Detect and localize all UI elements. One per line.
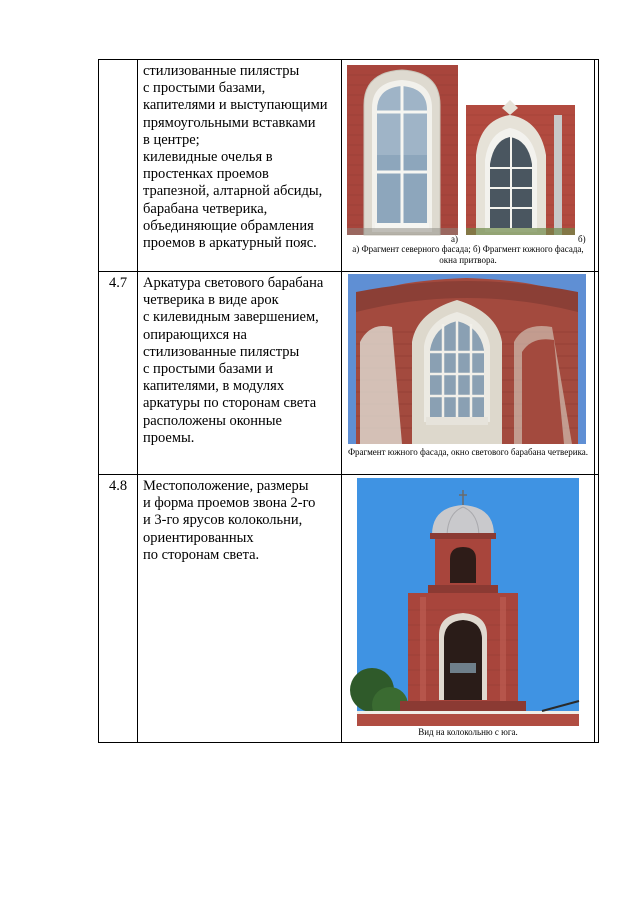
photo-a-mark: а) [451,234,458,244]
description-table [98,59,599,743]
photo-a-north-facade [347,65,458,235]
row-description [138,60,342,272]
row-image-cell [342,60,595,272]
row-number [99,60,138,272]
row-image-cell [342,475,595,743]
photo-light-drum-window [342,272,594,447]
row-image-cell [342,272,595,475]
table-row [99,272,599,475]
description-text: Аркатура светового барабана четверика в виде арок с килевидным завершением, опирающихся на стилизованные пилястры с простыми базами и капителями, в модулях аркатуры по сторонам света расположены оконные проемы. [143,275,324,446]
row-description [138,475,342,743]
description-text: стилизованные пилястры с простыми базами, капителями и выступающими прямоугольными вставками в центре; килевидные очелья в простенках проемов трапезной, алтарной абсиды, барабана четверика, объединяющие обрамления проемов в аркатурный пояс. [143,63,328,252]
table-row [99,60,599,272]
photo-bell-tower [342,475,594,727]
photo-window-fragments [342,60,594,244]
photo-caption: Вид на колокольню с юга. [418,727,518,737]
row-number: 4.7 [99,272,138,475]
row-number: 4.8 [99,475,138,743]
photo-b-mark: б) [578,234,586,244]
photo-caption: Фрагмент южного фасада, окно светового барабана четверика. [347,447,589,457]
description-text: Местоположение, размеры и форма проемов звона 2-го и 3-го ярусов колокольни, ориентированных по сторонам света. [143,478,316,563]
table-row [99,475,599,743]
photo-b-south-facade [466,100,575,235]
row-description [138,272,342,475]
photo-caption: а) Фрагмент северного фасада; б) Фрагмент южного фасада, окна притвора. [352,244,584,265]
